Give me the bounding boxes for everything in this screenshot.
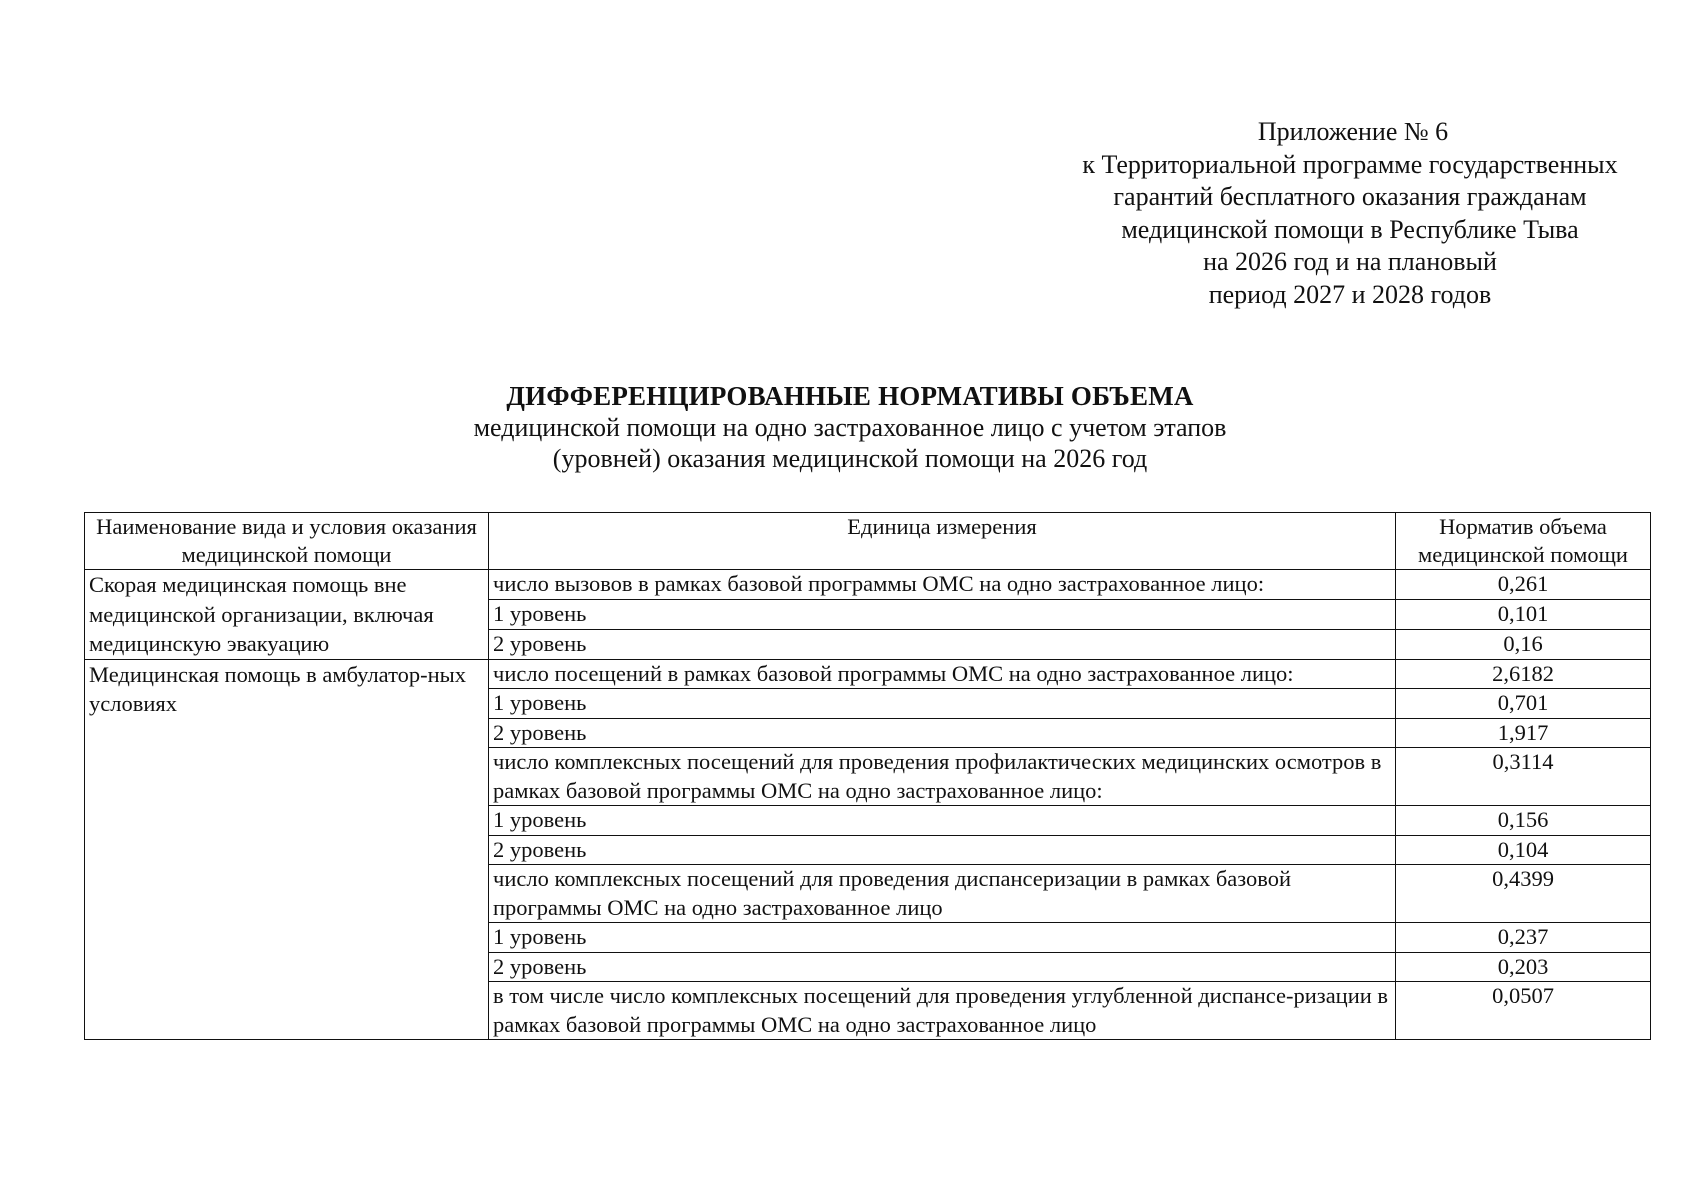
table-header-row — [85, 513, 1651, 570]
unit-cell: в том числе число комплексных посещений для проведения углубленной диспансе-ризации в рамках базовой программы ОМС на одно застрахованное лицо — [489, 982, 1396, 1040]
header-care-type: Наименование вида и условия оказания медицинской помощи — [85, 513, 489, 570]
value-cell: 0,101 — [1396, 599, 1651, 629]
unit-cell: число комплексных посещений для проведения диспансеризации в рамках базовой программы ОМС на одно застрахованное лицо — [489, 865, 1396, 923]
appendix-line: к Территориальной программе государственных — [1082, 149, 1618, 179]
unit-cell: число посещений в рамках базовой программы ОМС на одно застрахованное лицо: — [489, 659, 1396, 689]
unit-cell: число комплексных посещений для проведения профилактических медицинских осмотров в рамках базовой программы ОМС на одно застрахованное лицо: — [489, 748, 1396, 806]
unit-cell: 2 уровень — [489, 718, 1396, 748]
unit-cell: 1 уровень — [489, 599, 1396, 629]
appendix-line: гарантий бесплатного оказания гражданам — [1113, 182, 1587, 211]
value-cell: 2,6182 — [1396, 659, 1651, 689]
unit-cell: 1 уровень — [489, 689, 1396, 719]
appendix-number: Приложение № 6 — [1257, 117, 1449, 146]
unit-cell: число вызовов в рамках базовой программы ОМС на одно застрахованное лицо: — [489, 570, 1396, 600]
unit-cell: 1 уровень — [489, 806, 1396, 836]
document-title — [400, 380, 1300, 474]
care-type-cell: Скорая медицинская помощь вне медицинской организации, включая медицинскую эвакуацию — [85, 570, 489, 660]
value-cell: 0,3114 — [1396, 748, 1651, 806]
value-cell: 1,917 — [1396, 718, 1651, 748]
value-cell: 0,203 — [1396, 952, 1651, 982]
unit-cell: 2 уровень — [489, 835, 1396, 865]
value-cell: 0,4399 — [1396, 865, 1651, 923]
table-row — [85, 570, 1651, 600]
unit-cell: 1 уровень — [489, 923, 1396, 953]
title-main: ДИФФЕРЕНЦИРОВАННЫЕ НОРМАТИВЫ ОБЪЕМА — [506, 381, 1194, 411]
value-cell: 0,261 — [1396, 570, 1651, 600]
unit-cell: 2 уровень — [489, 629, 1396, 659]
header-unit: Единица измерения — [489, 513, 1396, 570]
care-type-cell: Медицинская помощь в амбулатор-ных условиях — [85, 659, 489, 1040]
value-cell: 0,16 — [1396, 629, 1651, 659]
table-row — [85, 659, 1651, 689]
appendix-header — [1050, 116, 1650, 311]
value-cell: 0,701 — [1396, 689, 1651, 719]
norms-table — [84, 512, 1651, 1040]
value-cell: 0,237 — [1396, 923, 1651, 953]
title-subtitle-line1: медицинской помощи на одно застрахованное лицо с учетом этапов — [473, 413, 1227, 442]
title-subtitle-line2: (уровней) оказания медицинской помощи на 2026 год — [552, 444, 1148, 473]
appendix-line: период 2027 и 2028 годов — [1208, 279, 1492, 309]
header-norm: Норматив объема медицинской помощи — [1396, 513, 1651, 570]
unit-cell: 2 уровень — [489, 952, 1396, 982]
appendix-line: на 2026 год и на плановый — [1203, 247, 1497, 276]
value-cell: 0,156 — [1396, 806, 1651, 836]
value-cell: 0,0507 — [1396, 982, 1651, 1040]
value-cell: 0,104 — [1396, 835, 1651, 865]
appendix-line: медицинской помощи в Республике Тыва — [1121, 214, 1579, 244]
